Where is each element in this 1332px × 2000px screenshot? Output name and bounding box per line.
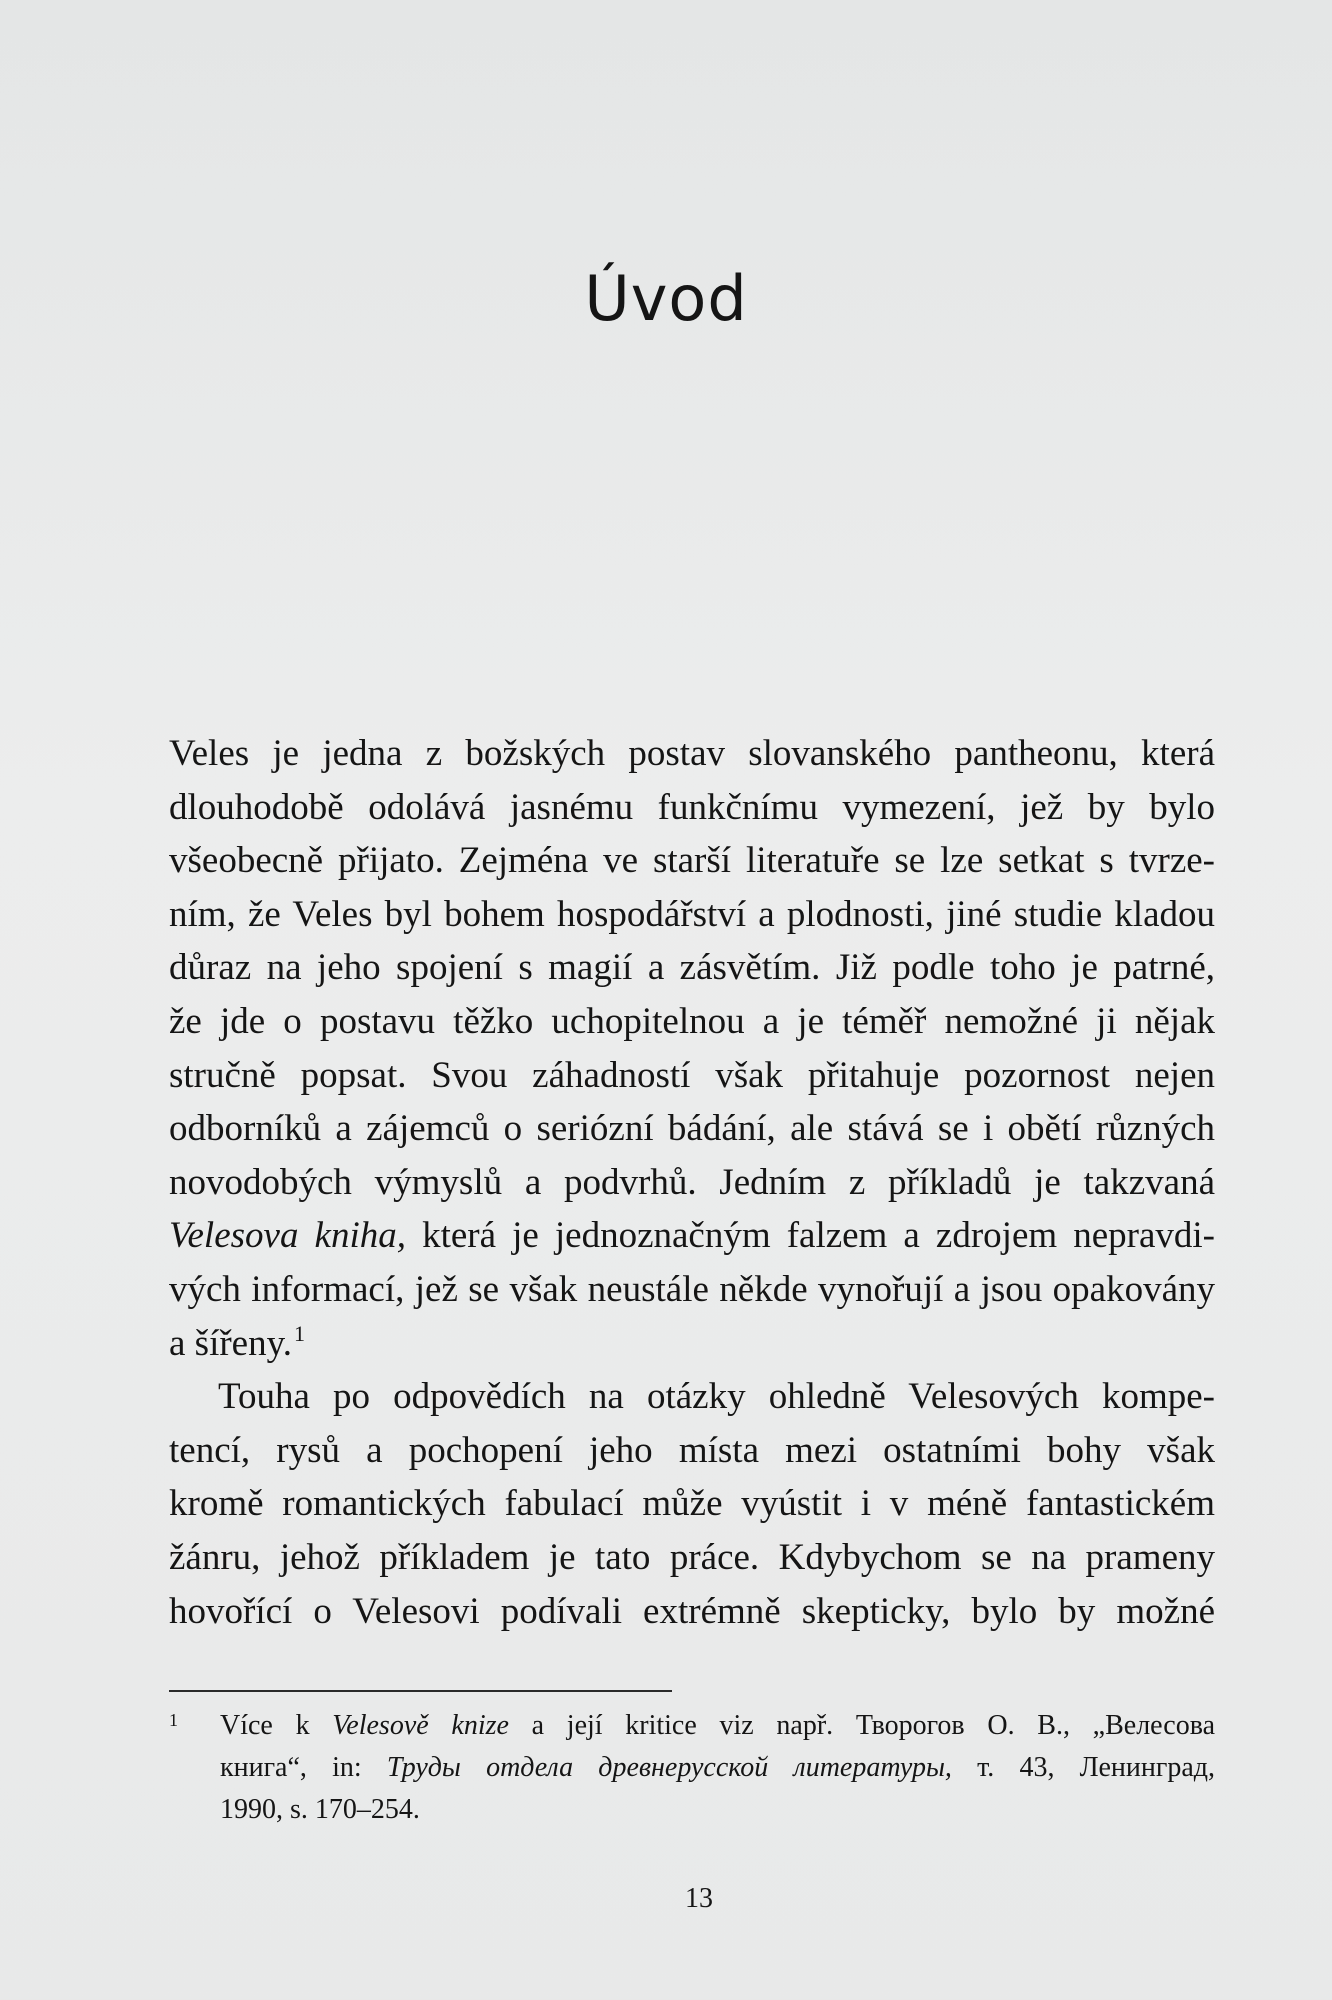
chapter-title: Úvod bbox=[584, 262, 748, 335]
text-line bbox=[169, 1209, 1215, 1263]
text-run: a její kritice viz např. Творогов О. В., „Велесова bbox=[508, 1710, 1216, 1741]
text-line: odborníků a zájemců o seriózní bádání, ale stává se i obětí různých bbox=[169, 1108, 1215, 1150]
text-line: novodobých výmyslů a podvrhů. Jedním z příkladů je takzvaná bbox=[169, 1161, 1215, 1203]
italic-run: Velesově knize bbox=[332, 1710, 509, 1741]
text-line: tencí, rysů a pochopení jeho místa mezi ostatními bohy však bbox=[169, 1429, 1215, 1471]
footnote-line bbox=[220, 1705, 1215, 1747]
footnote-line: 1990, s. 170–254. bbox=[220, 1794, 420, 1825]
footnote-mark: 1 bbox=[169, 1710, 178, 1730]
paragraph-1 bbox=[169, 727, 1215, 1370]
text-line bbox=[169, 1317, 1215, 1371]
body-text bbox=[169, 727, 1215, 1638]
text-line: Veles je jedna z božských postav slovanského pantheonu, která bbox=[169, 733, 1215, 774]
text-run: книга“, in: bbox=[220, 1752, 387, 1783]
text-line: vých informací, jež se však neustále někde vynořují a jsou opakovány bbox=[169, 1268, 1215, 1310]
paragraph-2 bbox=[169, 1370, 1215, 1638]
text-line: důraz na jeho spojení s magií a zásvětím. Již podle toho je patrné, bbox=[169, 947, 1215, 989]
footnote-line bbox=[220, 1747, 1215, 1789]
page-number: 13 bbox=[685, 1883, 713, 1914]
footnote-reference: 1 bbox=[293, 1320, 305, 1346]
text-run: která je jednoznačným falzem a zdrojem nepravdi- bbox=[405, 1215, 1215, 1257]
text-line: hovořící o Velesovi podívali extrémně skepticky, bylo by možné bbox=[169, 1590, 1215, 1632]
text-line: ním, že Veles byl bohem hospodářství a plodnosti, jiné studie kladou bbox=[169, 893, 1215, 935]
text-line: že jde o postavu těžko uchopitelnou a je téměř nemožné ji nějak bbox=[169, 1000, 1215, 1042]
text-line: Touha po odpovědích na otázky ohledně Velesových kompe- bbox=[218, 1376, 1215, 1418]
text-line: všeobecně přijato. Zejména ve starší literatuře se lze setkat s tvrze- bbox=[169, 840, 1215, 882]
text-line: kromě romantických fabulací může vyústit i v méně fantastickém bbox=[169, 1483, 1215, 1525]
text-line: stručně popsat. Svou záhadností však přitahuje pozornost nejen bbox=[169, 1054, 1215, 1096]
book-title-italic: Velesova kniha, bbox=[169, 1215, 406, 1257]
footnote bbox=[169, 1705, 1215, 1831]
text-run: т. 43, Ленинград, bbox=[951, 1752, 1215, 1783]
text-run: a šířeny. bbox=[169, 1322, 292, 1364]
footnote-text bbox=[220, 1705, 1215, 1831]
footnote-separator bbox=[169, 1690, 672, 1692]
text-run: Více k bbox=[220, 1710, 333, 1741]
text-line: žánru, jehož příkladem je tato práce. Kdybychom se na prameny bbox=[169, 1536, 1215, 1578]
text-line: dlouhodobě odolává jasnému funkčnímu vymezení, jež by bylo bbox=[169, 786, 1215, 828]
italic-run: Труды отдела древнерусской литературы, bbox=[386, 1752, 952, 1783]
